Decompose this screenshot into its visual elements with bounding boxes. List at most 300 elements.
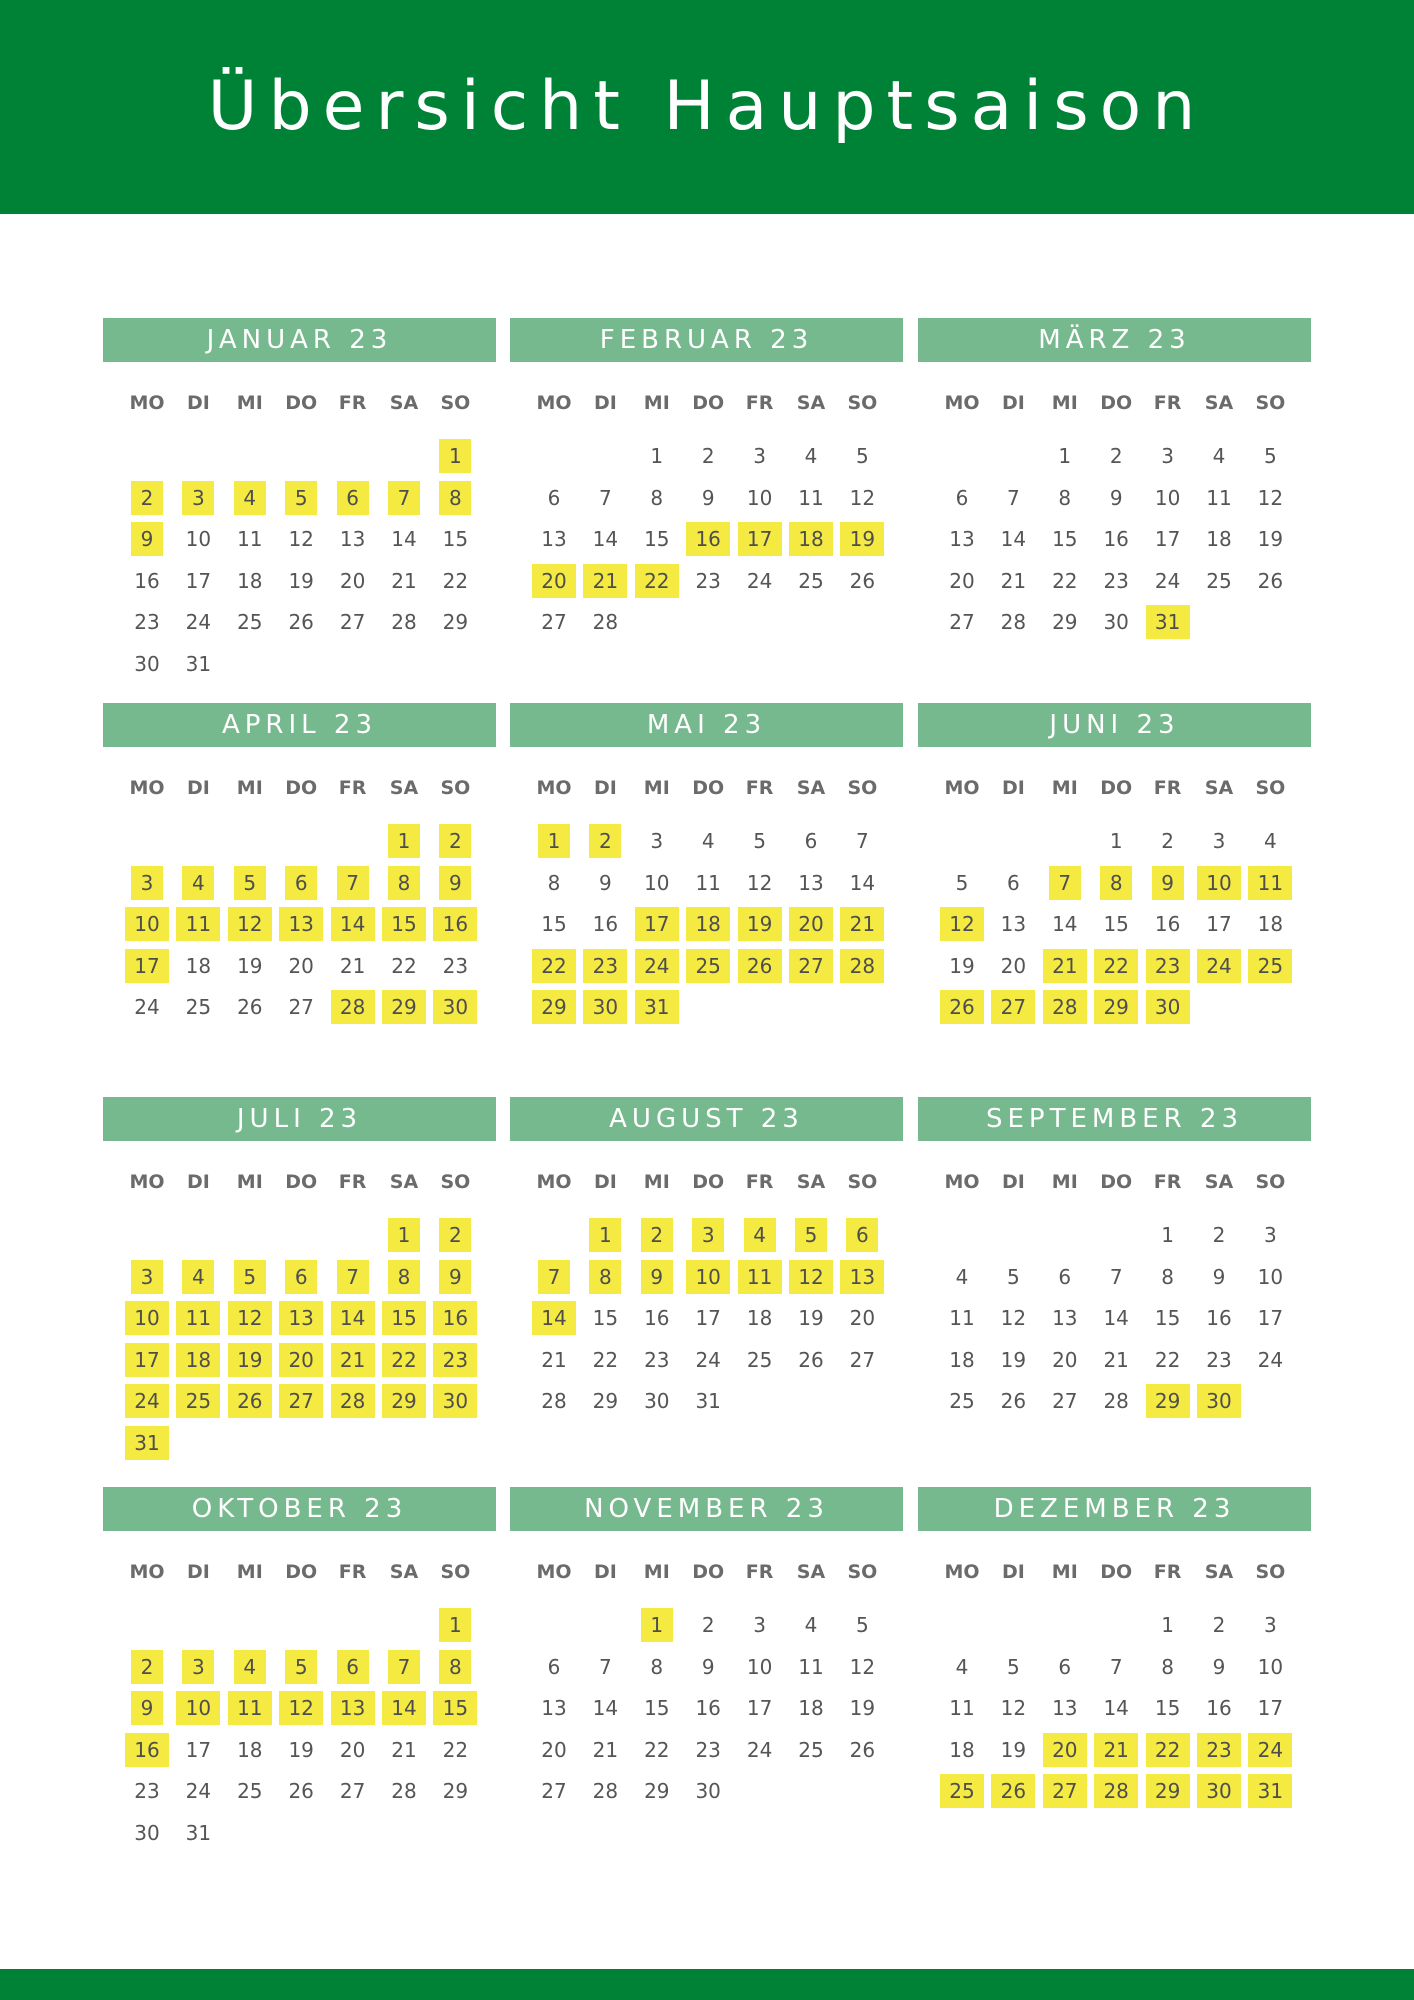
day-cell: 3 (753, 1613, 766, 1637)
day-cell: 18 (237, 568, 263, 593)
day-cell-peak-season: 26 (228, 1384, 272, 1418)
day-cell: 10 (185, 527, 212, 551)
day-cell: 17 (1154, 527, 1181, 551)
day-cell-peak-season: 3 (131, 866, 163, 900)
day-cell-peak-season: 11 (738, 1260, 782, 1294)
weekday-label: MI (236, 1561, 263, 1583)
day-cell: 29 (442, 1779, 469, 1803)
day-cell-peak-season: 25 (940, 1774, 984, 1808)
day-cell: 7 (1007, 485, 1020, 510)
weekday-label: SO (1255, 777, 1286, 799)
day-cell: 3 (753, 444, 766, 468)
day-cell: 22 (442, 1737, 469, 1762)
weekday-label: MO (129, 777, 165, 799)
day-cell-peak-season: 16 (433, 1301, 477, 1335)
footer-bar (0, 1969, 1414, 2000)
day-cell-peak-season: 11 (176, 1301, 220, 1335)
weekday-label: DO (285, 1171, 318, 1193)
day-cell: 21 (391, 568, 417, 593)
day-cell-peak-season: 11 (228, 1691, 272, 1725)
day-cell-peak-season: 10 (125, 907, 169, 941)
day-cell: 31 (185, 1820, 212, 1845)
day-cell-peak-season: 8 (1100, 866, 1132, 900)
day-cell: 15 (1103, 912, 1129, 936)
day-cell-peak-season: 23 (1146, 949, 1190, 983)
weekday-label: FR (745, 392, 774, 414)
day-cell-peak-season: 5 (234, 1260, 266, 1294)
weekday-label: SA (389, 1561, 419, 1583)
day-cell: 23 (644, 1347, 670, 1372)
weekday-label: FR (745, 1171, 774, 1193)
day-cell-peak-season: 5 (795, 1218, 827, 1252)
day-cell-peak-season: 29 (1146, 1384, 1190, 1418)
day-cell: 1 (1161, 1613, 1174, 1637)
month-header: MÄRZ 23 (918, 318, 1311, 362)
weekday-label: MI (1051, 1561, 1078, 1583)
day-cell-peak-season: 2 (439, 1218, 471, 1252)
day-cell: 25 (798, 568, 824, 593)
day-cell-peak-season: 19 (738, 907, 782, 941)
day-cell: 14 (1052, 912, 1078, 936)
day-cell: 12 (849, 485, 876, 510)
day-cell-peak-season: 4 (182, 1260, 214, 1294)
day-cell: 20 (541, 1737, 567, 1762)
month-header: AUGUST 23 (510, 1097, 903, 1141)
day-cell: 5 (955, 870, 969, 895)
day-cell-peak-season: 1 (439, 1608, 471, 1642)
month-header: JANUAR 23 (103, 318, 496, 362)
weekday-label: SA (796, 392, 826, 414)
weekday-label: DI (186, 777, 210, 799)
weekday-label: DI (186, 1561, 210, 1583)
day-cell: 23 (1103, 568, 1129, 593)
day-cell: 8 (547, 870, 561, 895)
day-cell-peak-season: 25 (176, 1384, 220, 1418)
day-cell: 26 (237, 995, 263, 1019)
weekday-label: DI (1001, 1561, 1025, 1583)
day-cell-peak-season: 9 (641, 1260, 673, 1294)
month-calendar (103, 703, 496, 1033)
month-calendar (510, 1487, 903, 1817)
day-cell: 17 (1257, 1696, 1284, 1720)
day-cell: 20 (949, 568, 975, 593)
day-cell: 4 (804, 444, 818, 468)
day-cell-peak-season: 23 (1197, 1733, 1241, 1767)
day-cell-peak-season: 12 (789, 1260, 833, 1294)
day-cell: 18 (949, 1347, 975, 1372)
day-cell-peak-season: 4 (234, 1650, 266, 1684)
day-cell: 14 (849, 870, 876, 895)
day-cell: 21 (339, 953, 366, 978)
day-cell-peak-season: 20 (279, 1343, 323, 1377)
day-cell: 24 (134, 995, 160, 1019)
day-cell: 4 (701, 829, 715, 853)
day-cell: 24 (1257, 1347, 1284, 1372)
day-cell: 10 (644, 870, 670, 895)
day-cell: 22 (442, 568, 469, 593)
day-cell: 30 (134, 1820, 160, 1845)
month-header: DEZEMBER 23 (918, 1487, 1311, 1531)
day-cell: 17 (746, 1696, 773, 1720)
day-cell: 7 (1109, 1654, 1123, 1679)
day-cell: 12 (1000, 1696, 1027, 1720)
day-cell-peak-season: 8 (439, 481, 471, 515)
day-cell: 1 (1109, 829, 1123, 853)
day-cell-peak-season: 14 (331, 1301, 375, 1335)
day-cell: 5 (1264, 444, 1277, 468)
day-cell: 13 (541, 1696, 567, 1720)
day-cell-peak-season: 3 (131, 1260, 163, 1294)
day-cell-peak-season: 29 (532, 990, 576, 1024)
day-cell-peak-season: 8 (589, 1260, 621, 1294)
weekday-label: MI (236, 392, 263, 414)
day-cell: 22 (1154, 1347, 1181, 1372)
weekday-label: MO (944, 1561, 980, 1583)
day-cell: 18 (746, 1306, 773, 1330)
weekday-label: FR (1153, 1171, 1182, 1193)
day-cell: 23 (695, 568, 721, 593)
day-cell-peak-season: 4 (744, 1218, 776, 1252)
month-calendar (510, 703, 903, 1033)
day-cell: 10 (1257, 1654, 1284, 1679)
day-cell: 6 (1058, 1264, 1072, 1289)
day-cell: 25 (237, 1779, 263, 1803)
day-cell: 12 (1000, 1306, 1027, 1330)
day-cell: 25 (185, 995, 212, 1019)
day-cell-peak-season: 2 (439, 824, 471, 858)
day-cell: 13 (541, 527, 567, 551)
day-cell: 21 (592, 1737, 619, 1762)
day-cell: 17 (1206, 912, 1232, 936)
day-cell: 4 (804, 1613, 818, 1637)
day-cell: 6 (804, 829, 818, 853)
day-cell: 6 (1007, 870, 1020, 895)
day-cell-peak-season: 8 (388, 1260, 420, 1294)
day-cell: 15 (1154, 1696, 1181, 1720)
day-cell: 25 (237, 610, 263, 634)
month-header: JUNI 23 (918, 703, 1311, 747)
day-cell: 7 (599, 485, 612, 510)
day-cell-peak-season: 30 (433, 990, 477, 1024)
day-cell-peak-season: 1 (388, 824, 420, 858)
day-cell: 29 (1052, 610, 1078, 634)
month-header: SEPTEMBER 23 (918, 1097, 1311, 1141)
weekday-label: DO (692, 1561, 725, 1583)
day-cell: 25 (798, 1737, 824, 1762)
day-cell: 29 (644, 1779, 670, 1803)
day-cell-peak-season: 30 (1146, 990, 1190, 1024)
day-cell: 5 (753, 829, 766, 853)
weekday-label: MO (944, 777, 980, 799)
day-cell: 13 (1052, 1306, 1078, 1330)
day-cell-peak-season: 2 (641, 1218, 673, 1252)
day-cell-peak-season: 9 (439, 1260, 471, 1294)
weekday-label: FR (338, 777, 367, 799)
day-cell-peak-season: 13 (279, 1301, 323, 1335)
weekday-label: SA (1204, 777, 1234, 799)
day-cell-peak-season: 27 (279, 1384, 323, 1418)
month-calendar (103, 1487, 496, 1845)
day-cell: 16 (1206, 1306, 1232, 1330)
day-cell-peak-season: 27 (789, 949, 833, 983)
weekday-label: SA (389, 392, 419, 414)
day-cell-peak-season: 21 (583, 564, 627, 598)
day-cell-peak-season: 14 (532, 1301, 576, 1335)
weekday-label: SO (1255, 392, 1286, 414)
day-cell-peak-season: 20 (1043, 1733, 1087, 1767)
day-cell: 12 (1257, 485, 1284, 510)
day-cell-peak-season: 25 (1248, 949, 1292, 983)
weekday-label: SA (796, 1171, 826, 1193)
weekday-label: SO (1255, 1561, 1286, 1583)
day-cell-peak-season: 10 (686, 1260, 730, 1294)
day-cell: 15 (1154, 1306, 1181, 1330)
day-cell: 14 (1103, 1306, 1129, 1330)
day-cell-peak-season: 24 (1197, 949, 1241, 983)
day-cell: 14 (592, 527, 619, 551)
day-cell-peak-season: 6 (285, 1260, 317, 1294)
day-cell: 9 (701, 485, 715, 510)
weekday-label: DO (1100, 777, 1133, 799)
day-cell-peak-season: 2 (131, 1650, 163, 1684)
day-cell: 13 (1052, 1696, 1078, 1720)
day-cell-peak-season: 1 (538, 824, 570, 858)
day-cell: 7 (856, 829, 869, 853)
weekday-label: SA (796, 1561, 826, 1583)
day-cell-peak-season: 6 (337, 1650, 369, 1684)
weekday-label: DO (1100, 1561, 1133, 1583)
day-cell-peak-season: 29 (1146, 1774, 1190, 1808)
month-header: MAI 23 (510, 703, 903, 747)
day-cell: 11 (798, 485, 824, 510)
day-cell: 13 (1000, 912, 1027, 936)
weekday-label: SA (796, 777, 826, 799)
day-cell: 8 (1161, 1654, 1174, 1679)
month-header: NOVEMBER 23 (510, 1487, 903, 1531)
weekday-label: DO (692, 392, 725, 414)
day-cell: 10 (746, 1654, 773, 1679)
day-cell: 23 (134, 1779, 160, 1803)
day-cell: 14 (1000, 527, 1027, 551)
day-cell: 28 (391, 610, 417, 634)
day-cell-peak-season: 12 (228, 1301, 272, 1335)
month-calendar (510, 1097, 903, 1427)
day-cell: 9 (1212, 1264, 1226, 1289)
day-cell: 10 (1257, 1264, 1284, 1289)
day-cell: 19 (798, 1306, 824, 1330)
month-calendar (510, 318, 903, 648)
day-cell: 3 (1161, 444, 1174, 468)
month-calendar (103, 1097, 496, 1455)
day-cell-peak-season: 14 (382, 1691, 426, 1725)
day-cell: 24 (185, 610, 212, 634)
weekday-label: FR (338, 1561, 367, 1583)
day-cell: 2 (1212, 1223, 1226, 1247)
day-cell-peak-season: 1 (641, 1608, 673, 1642)
day-cell-peak-season: 26 (940, 990, 984, 1024)
weekday-label: DO (285, 1561, 318, 1583)
day-cell-peak-season: 18 (789, 522, 833, 556)
day-cell-peak-season: 28 (840, 949, 884, 983)
day-cell: 27 (288, 995, 314, 1019)
day-cell-peak-season: 28 (1043, 990, 1087, 1024)
day-cell: 16 (592, 912, 619, 936)
month-header: APRIL 23 (103, 703, 496, 747)
weekday-label: SA (389, 1171, 419, 1193)
month-calendar (918, 1487, 1311, 1817)
day-cell-peak-season: 7 (337, 1260, 369, 1294)
weekday-label: SA (1204, 1561, 1234, 1583)
weekday-label: DO (1100, 392, 1133, 414)
day-cell: 29 (442, 610, 469, 634)
day-cell-peak-season: 4 (182, 866, 214, 900)
month-calendar (918, 318, 1311, 648)
day-cell: 17 (695, 1306, 721, 1330)
weekday-label: DI (1001, 1171, 1025, 1193)
day-cell-peak-season: 15 (433, 1691, 477, 1725)
weekday-label: MI (643, 1171, 670, 1193)
day-cell: 20 (849, 1306, 876, 1330)
day-cell-peak-season: 3 (182, 481, 214, 515)
day-cell: 24 (695, 1347, 721, 1372)
weekday-label: FR (338, 392, 367, 414)
day-cell-peak-season: 1 (589, 1218, 621, 1252)
day-cell: 5 (856, 444, 869, 468)
day-cell: 29 (592, 1389, 619, 1413)
day-cell: 26 (288, 1779, 314, 1803)
day-cell-peak-season: 7 (337, 866, 369, 900)
day-cell: 25 (949, 1389, 975, 1413)
day-cell: 23 (442, 953, 469, 978)
weekday-label: MI (1051, 392, 1078, 414)
day-cell: 13 (798, 870, 824, 895)
day-cell-peak-season: 27 (1043, 1774, 1087, 1808)
day-cell: 7 (1109, 1264, 1123, 1289)
day-cell-peak-season: 5 (234, 866, 266, 900)
day-cell: 21 (1000, 568, 1027, 593)
day-cell-peak-season: 18 (686, 907, 730, 941)
weekday-label: DO (692, 777, 725, 799)
day-cell: 17 (185, 1737, 212, 1762)
weekday-label: SA (1204, 1171, 1234, 1193)
day-cell-peak-season: 25 (686, 949, 730, 983)
weekday-label: MO (129, 392, 165, 414)
day-cell-peak-season: 12 (279, 1691, 323, 1725)
day-cell-peak-season: 5 (285, 1650, 317, 1684)
weekday-label: MI (643, 777, 670, 799)
day-cell: 15 (644, 1696, 670, 1720)
day-cell: 8 (1058, 485, 1072, 510)
day-cell: 6 (955, 485, 969, 510)
day-cell: 15 (1052, 527, 1078, 551)
day-cell: 6 (1058, 1654, 1072, 1679)
weekday-label: SO (847, 392, 878, 414)
weekday-label: SO (847, 777, 878, 799)
day-cell-peak-season: 11 (1248, 866, 1292, 900)
day-cell-peak-season: 7 (538, 1260, 570, 1294)
day-cell: 8 (650, 485, 664, 510)
day-cell-peak-season: 28 (1094, 1774, 1138, 1808)
day-cell: 19 (1000, 1737, 1027, 1762)
day-cell: 18 (949, 1737, 975, 1762)
day-cell: 16 (134, 568, 160, 593)
weekday-label: DI (593, 1171, 617, 1193)
day-cell-peak-season: 11 (176, 907, 220, 941)
day-cell-peak-season: 17 (125, 949, 169, 983)
weekday-label: MI (1051, 777, 1078, 799)
day-cell: 2 (701, 1613, 715, 1637)
day-cell: 11 (949, 1306, 975, 1330)
weekday-label: FR (338, 1171, 367, 1193)
weekday-label: SO (847, 1171, 878, 1193)
day-cell: 1 (650, 444, 664, 468)
day-cell: 15 (442, 527, 469, 551)
day-cell: 22 (644, 1737, 670, 1762)
weekday-label: DO (692, 1171, 725, 1193)
day-cell: 23 (134, 610, 160, 634)
weekday-label: MO (129, 1561, 165, 1583)
day-cell: 12 (746, 870, 773, 895)
day-cell-peak-season: 18 (176, 1343, 220, 1377)
weekday-label: SO (440, 392, 471, 414)
day-cell: 19 (288, 568, 314, 593)
day-cell-peak-season: 20 (532, 564, 576, 598)
day-cell: 28 (1000, 610, 1027, 634)
day-cell-peak-season: 17 (738, 522, 782, 556)
day-cell: 22 (592, 1347, 619, 1372)
day-cell-peak-season: 24 (1248, 1733, 1292, 1767)
day-cell-peak-season: 21 (1043, 949, 1087, 983)
weekday-label: DI (593, 1561, 617, 1583)
day-cell: 19 (237, 953, 263, 978)
day-cell: 13 (339, 527, 366, 551)
weekday-label: MO (944, 392, 980, 414)
day-cell-peak-season: 19 (840, 522, 884, 556)
day-cell: 31 (695, 1389, 721, 1413)
day-cell: 20 (288, 953, 314, 978)
day-cell-peak-season: 4 (234, 481, 266, 515)
day-cell: 17 (1257, 1306, 1284, 1330)
day-cell: 7 (599, 1654, 612, 1679)
weekday-label: DO (1100, 1171, 1133, 1193)
day-cell: 9 (1212, 1654, 1226, 1679)
day-cell-peak-season: 22 (382, 1343, 426, 1377)
weekday-label: SO (440, 1561, 471, 1583)
day-cell: 9 (1109, 485, 1123, 510)
day-cell: 5 (856, 1613, 869, 1637)
day-cell-peak-season: 10 (1197, 866, 1241, 900)
day-cell-peak-season: 9 (131, 1691, 163, 1725)
day-cell: 24 (746, 568, 773, 593)
day-cell: 9 (701, 1654, 715, 1679)
weekday-label: DI (593, 392, 617, 414)
day-cell: 30 (644, 1389, 670, 1413)
weekday-label: SA (389, 777, 419, 799)
day-cell: 27 (1052, 1389, 1078, 1413)
day-cell-peak-season: 22 (532, 949, 576, 983)
weekday-label: DI (186, 392, 210, 414)
day-cell-peak-season: 5 (285, 481, 317, 515)
day-cell-peak-season: 22 (1094, 949, 1138, 983)
day-cell: 22 (1052, 568, 1078, 593)
month-header: JULI 23 (103, 1097, 496, 1141)
day-cell: 11 (695, 870, 721, 895)
day-cell-peak-season: 23 (583, 949, 627, 983)
day-cell-peak-season: 29 (382, 1384, 426, 1418)
day-cell-peak-season: 12 (940, 907, 984, 941)
weekday-label: SO (440, 777, 471, 799)
day-cell-peak-season: 24 (635, 949, 679, 983)
